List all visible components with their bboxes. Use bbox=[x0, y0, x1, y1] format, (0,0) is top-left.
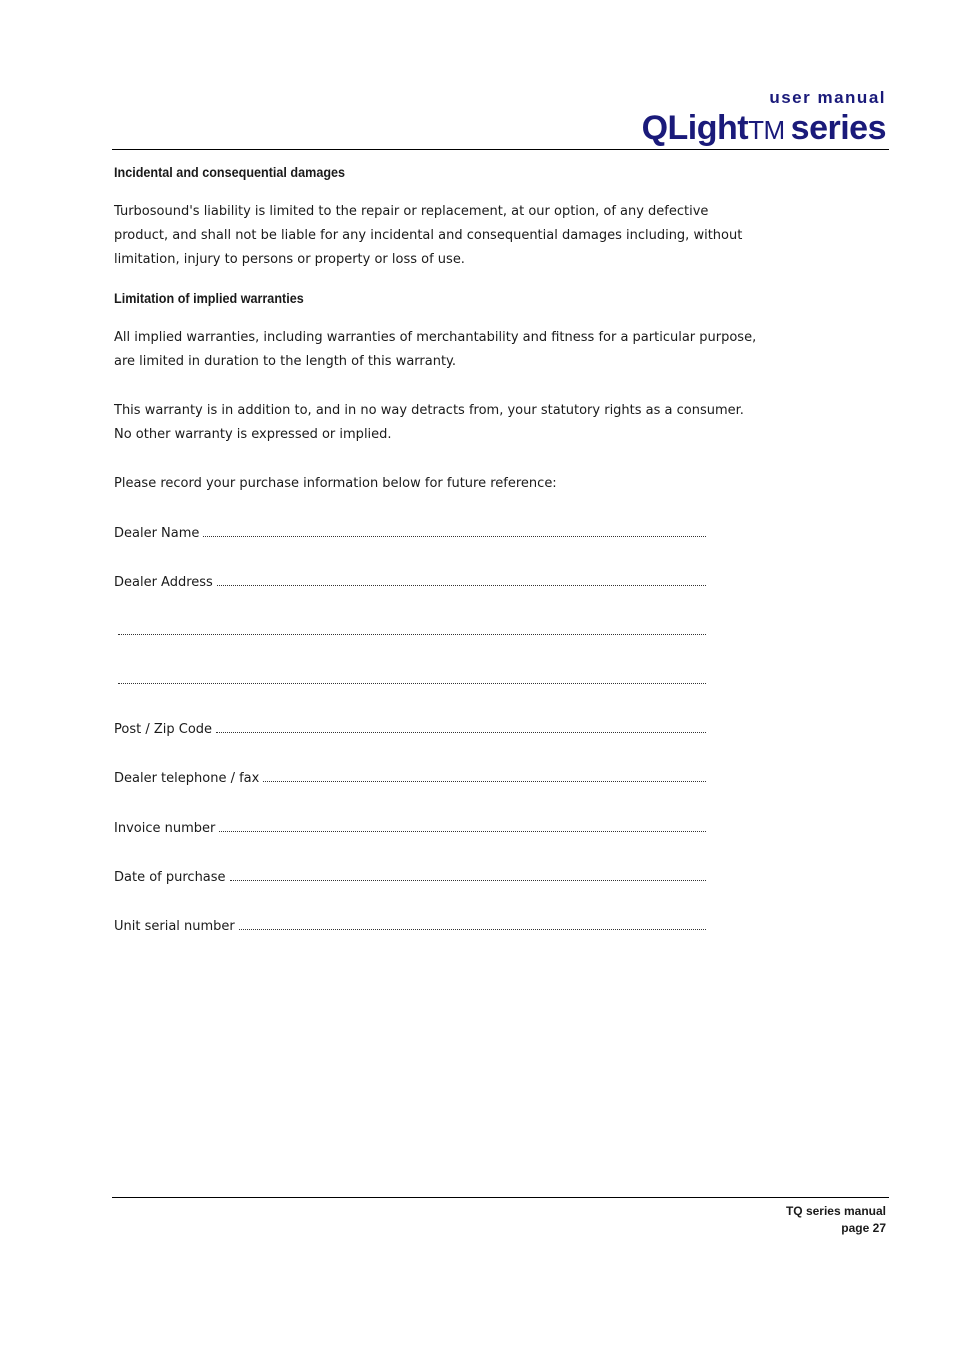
footer-rule bbox=[112, 1197, 889, 1198]
address-line-2-field[interactable] bbox=[114, 621, 706, 639]
header-title bbox=[642, 108, 886, 150]
header-rule bbox=[112, 149, 889, 150]
warranties-paragraph bbox=[114, 326, 774, 374]
unit-serial-number-label: Unit serial number bbox=[114, 919, 235, 934]
invoice-number-label: Invoice number bbox=[114, 821, 216, 836]
date-of-purchase-label: Date of purchase bbox=[114, 870, 226, 885]
dealer-address-label: Dealer Address bbox=[114, 575, 213, 590]
invoice-number-line[interactable] bbox=[219, 818, 706, 832]
statutory-line: This warranty is in addition to, and in no way detracts from, your statutory rights as a consumer. bbox=[114, 403, 744, 418]
dealer-phone-fax-field[interactable] bbox=[114, 768, 706, 789]
damages-line: product, and shall not be liable for any incidental and consequential damages including, without bbox=[114, 228, 743, 243]
header-subtitle: user manual bbox=[769, 88, 886, 107]
dealer-address-line[interactable] bbox=[217, 572, 706, 586]
damages-paragraph bbox=[114, 200, 774, 272]
unit-serial-number-line[interactable] bbox=[239, 916, 706, 930]
damages-heading: Incidental and consequential damages bbox=[114, 164, 346, 180]
dealer-name-line[interactable] bbox=[203, 523, 706, 537]
post-zip-label: Post / Zip Code bbox=[114, 722, 213, 737]
address-line-2[interactable] bbox=[118, 621, 706, 635]
warranties-line: All implied warranties, including warranties of merchantability and fitness for a particular purpose, bbox=[114, 330, 757, 345]
warranties-heading: Limitation of implied warranties bbox=[114, 290, 304, 306]
damages-line: Turbosound's liability is limited to the repair or replacement, at our option, of any defective bbox=[114, 204, 709, 219]
date-of-purchase-field[interactable] bbox=[114, 867, 706, 888]
date-of-purchase-line[interactable] bbox=[230, 867, 706, 881]
address-line-3-field[interactable] bbox=[114, 670, 706, 688]
footer-manual-name: TQ series manual bbox=[785, 1204, 886, 1218]
dealer-phone-fax-label: Dealer telephone / fax bbox=[114, 771, 260, 786]
statutory-line: No other warranty is expressed or implied. bbox=[114, 427, 392, 442]
footer-page-number: page 27 bbox=[841, 1221, 886, 1235]
invoice-number-field[interactable] bbox=[114, 818, 706, 839]
warranties-line: are limited in duration to the length of this warranty. bbox=[114, 354, 457, 369]
page-body bbox=[114, 160, 774, 496]
post-zip-line[interactable] bbox=[216, 719, 706, 733]
statutory-paragraph bbox=[114, 399, 774, 447]
dealer-phone-fax-line[interactable] bbox=[263, 768, 706, 782]
page-footer bbox=[786, 1203, 886, 1237]
address-line-3[interactable] bbox=[118, 670, 706, 684]
post-zip-field[interactable] bbox=[114, 719, 706, 740]
unit-serial-number-field[interactable] bbox=[114, 916, 706, 937]
header-title-main: QLight bbox=[641, 109, 749, 147]
record-prompt-text: Please record your purchase information below for future reference: bbox=[114, 476, 557, 491]
record-prompt bbox=[114, 472, 774, 496]
dealer-address-field[interactable] bbox=[114, 572, 706, 593]
dealer-name-field[interactable] bbox=[114, 523, 706, 544]
trademark-symbol: TM bbox=[748, 115, 785, 145]
dealer-name-label: Dealer Name bbox=[114, 526, 200, 541]
page-header bbox=[642, 88, 886, 150]
damages-line: limitation, injury to persons or property or loss of use. bbox=[114, 252, 465, 267]
header-title-series: series bbox=[790, 109, 886, 147]
